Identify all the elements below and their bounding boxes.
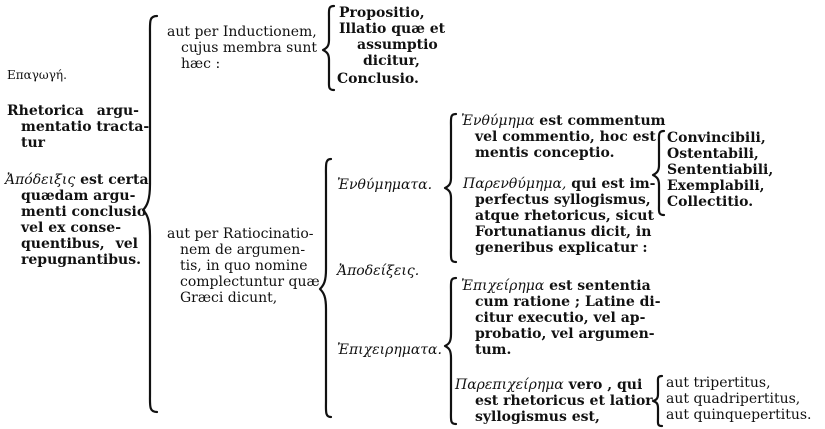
greek-apodeixeis: Ἀποδείξεις. xyxy=(337,263,420,279)
induction-line-3: hæc : xyxy=(181,56,221,72)
induction-line-2: cujus membra sunt xyxy=(181,40,317,56)
proof-type-2: Ostentabili, xyxy=(667,146,759,162)
greek-enthymema: Ἐνθύμημα xyxy=(461,113,535,129)
apodeixis-line-6: repugnantibus. xyxy=(21,252,141,268)
apodeixis-line-1-rest: est certa xyxy=(75,172,149,188)
rhetorica-line-3: tur xyxy=(21,135,46,151)
brace-main xyxy=(141,14,161,414)
assumptio: assumptio xyxy=(357,37,438,53)
rhetorica-line-1: Rhetorica argu- xyxy=(7,103,139,119)
proof-type-3: Sententiabili, xyxy=(667,162,774,178)
propositio: Propositio, xyxy=(339,5,425,21)
partition-3: aut quinquepertitus. xyxy=(666,407,812,423)
dicitur: dicitur, xyxy=(363,53,420,69)
epicheirema-line-4: probatio, vel argumen- xyxy=(475,326,655,342)
enthymema-line-1-rest: est commentum xyxy=(534,113,666,129)
apodeixis-line-4: vel ex conse- xyxy=(21,220,122,236)
rhetorica-line-2: mentatio tracta- xyxy=(21,119,150,135)
ratiocination-line-4: complectuntur quæ xyxy=(180,274,320,290)
ratiocination-line-2: nem de argumen- xyxy=(180,242,306,258)
parenthymema-line-1-rest: qui est im- xyxy=(566,176,656,192)
proof-type-1: Convincibili, xyxy=(667,130,766,146)
greek-heading-epagoge: Επαγωγή. xyxy=(7,68,67,82)
ratiocination-line-3: tis, in quo nomine xyxy=(180,258,308,274)
epicheirema-line-5: tum. xyxy=(475,342,512,358)
apodeixis-line-3: menti conclusio xyxy=(21,204,147,220)
parepicheirema-line-3: syllogismus est, xyxy=(475,409,600,425)
illatio: Illatio quæ et xyxy=(339,21,446,37)
enthymema-line-3: mentis conceptio. xyxy=(475,145,615,161)
greek-apodeixis: Ἀπόδειξις xyxy=(5,172,76,188)
parenthymema-line-3: atque rhetoricus, sicut xyxy=(475,208,654,224)
greek-epicheirema: Ἐπιχείρημα xyxy=(461,278,545,294)
enthymema-line-2: vel commentio, hoc est xyxy=(475,129,656,145)
brace-induction xyxy=(321,4,337,92)
parenthymema-line-2: perfectus syllogismus, xyxy=(475,192,651,208)
parepicheirema-line-1 xyxy=(455,377,642,394)
epicheirema-line-1 xyxy=(461,278,651,295)
apodeixis-line-5: quentibus, vel xyxy=(21,236,138,252)
apodeixis-line-1 xyxy=(5,172,149,189)
greek-enthymemata: Ἐνθύμηματα. xyxy=(337,177,433,193)
apodeixis-line-2: quædam argu- xyxy=(21,188,136,204)
ratiocination-line-1: aut per Ratiocinatio- xyxy=(167,226,314,242)
brace-ratiocination xyxy=(318,157,334,419)
brace-epicheiremata xyxy=(443,276,459,426)
brace-proofs xyxy=(652,129,666,217)
ratiocination-line-5: Græci dicunt, xyxy=(180,290,278,306)
parepicheirema-line-2: est rhetoricus et latior xyxy=(475,393,653,409)
epicheirema-line-2: cum ratione ; Latine di- xyxy=(475,294,661,310)
conclusio: Conclusio. xyxy=(337,71,419,87)
epicheirema-line-3: citur executio, vel ap- xyxy=(475,310,646,326)
proof-type-4: Exemplabili, xyxy=(667,178,765,194)
greek-parenthymema: Παρενθύμημα, xyxy=(463,176,567,192)
greek-parepicheirema: Παρεπιχείρημα xyxy=(455,377,564,393)
brace-partitions xyxy=(652,374,664,428)
epicheirema-line-1-rest: est sententia xyxy=(544,278,651,294)
brace-enthymemata xyxy=(443,112,459,264)
partition-1: aut tripertitus, xyxy=(666,375,771,391)
parenthymema-line-4: Fortunatianus dicit, in xyxy=(475,224,652,240)
proof-type-5: Collectitio. xyxy=(667,194,754,210)
enthymema-line-1 xyxy=(461,113,665,130)
parepicheirema-line-1-rest: vero , qui xyxy=(563,377,643,393)
parenthymema-line-5: generibus explicatur : xyxy=(475,240,648,256)
greek-epicheiremata: Ἐπιχειρηματα. xyxy=(337,342,442,358)
partition-2: aut quadripertitus, xyxy=(666,391,801,407)
induction-line-1: aut per Inductionem, xyxy=(167,24,317,40)
parenthymema-line-1 xyxy=(463,176,655,193)
